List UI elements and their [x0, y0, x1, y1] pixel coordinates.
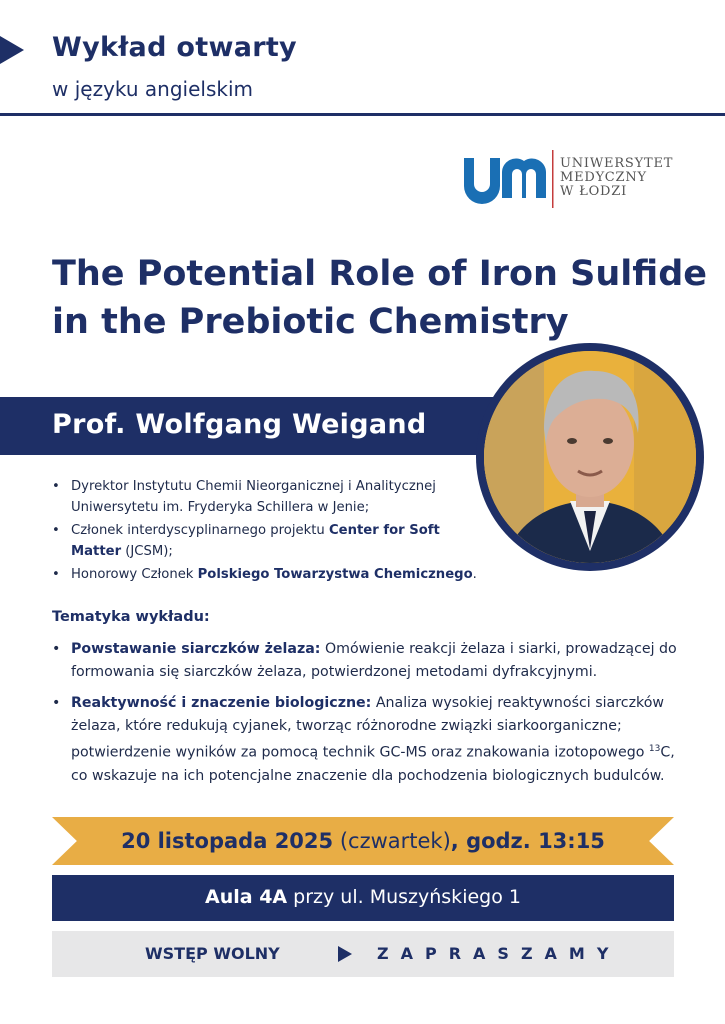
topic-title: Powstawanie siarczków żelaza: — [71, 641, 321, 657]
topic-item — [52, 638, 682, 684]
bio-text: Członek interdyscyplinarnego projektu — [71, 523, 329, 538]
header-subtitle: w języku angielskim — [52, 77, 253, 101]
portrait-photo-icon — [484, 351, 696, 563]
event-place — [52, 886, 674, 908]
topic-text: C, co wskazuje na ich potencjalne znaczenie dla pochodzenia biologicznych budulców. — [71, 744, 675, 784]
university-name-line: UNIWERSYTET — [560, 156, 674, 171]
bio-text: Honorowy Członek — [71, 567, 198, 582]
topics-list — [52, 638, 682, 796]
university-name-line: MEDYCZNY — [560, 170, 647, 185]
topic-item — [52, 692, 682, 788]
lecture-title — [52, 250, 707, 346]
invite-label: ZAPRASZAMY — [377, 944, 621, 963]
event-datetime — [52, 829, 674, 853]
event-date: 20 listopada 2025 — [121, 829, 334, 853]
arrow-right-icon — [338, 946, 352, 962]
speaker-name: Prof. Wolfgang Weigand — [52, 409, 427, 440]
lecture-title-line: in the Prebiotic Chemistry — [52, 302, 569, 342]
header-title: Wykład otwarty — [52, 32, 297, 63]
speaker-bio-list — [52, 476, 482, 587]
bio-item — [52, 476, 482, 518]
bio-bold: Center for Soft Matter — [71, 523, 440, 559]
event-address: przy ul. Muszyńskiego 1 — [287, 886, 521, 908]
topic-text: Omówienie reakcji żelaza i siarki, prowadzącej do formowania się siarczków żelaza, potwierdzonej metodami dyfrakcyjnymi. — [71, 641, 677, 680]
lecture-title-line: The Potential Role of Iron Sulfide — [52, 254, 707, 294]
header-divider — [0, 113, 725, 116]
free-entry-label: WSTĘP WOLNY — [145, 944, 280, 963]
bio-bold: Polskiego Towarzystwa Chemicznego — [197, 567, 473, 582]
logo-divider — [552, 150, 554, 208]
event-time: , godz. 13:15 — [450, 829, 605, 853]
portrait-photo — [484, 351, 696, 563]
event-weekday: (czwartek) — [339, 829, 451, 853]
bio-item — [52, 520, 482, 562]
bio-text: . — [472, 567, 477, 582]
header-arrow-icon — [0, 36, 24, 64]
bio-text: Dyrektor Instytutu Chemii Nieorganicznej i Analitycznej Uniwersytetu im. Fryderyka Schillera w Jenie; — [71, 479, 436, 515]
um-logo-mark-icon — [464, 158, 546, 204]
event-room: Aula 4A — [205, 886, 288, 908]
topic-title: Reaktywność i znaczenie biologiczne: — [71, 695, 372, 711]
university-name — [560, 157, 673, 199]
bio-item — [52, 564, 482, 585]
university-name-line: W ŁODZI — [560, 184, 628, 199]
bio-text: (JCSM); — [121, 544, 173, 559]
topic-text: Analiza wysokiej reaktywności siarczków żelaza, które redukują cyjanek, tworząc różnorodne związki siarkoorganiczne; potwierdzenie wyników za pomocą technik GC-MS oraz znakowania izotopowego — [71, 695, 665, 761]
isotope-superscript: 13 — [648, 744, 661, 754]
topics-heading: Tematyka wykładu: — [52, 609, 210, 625]
